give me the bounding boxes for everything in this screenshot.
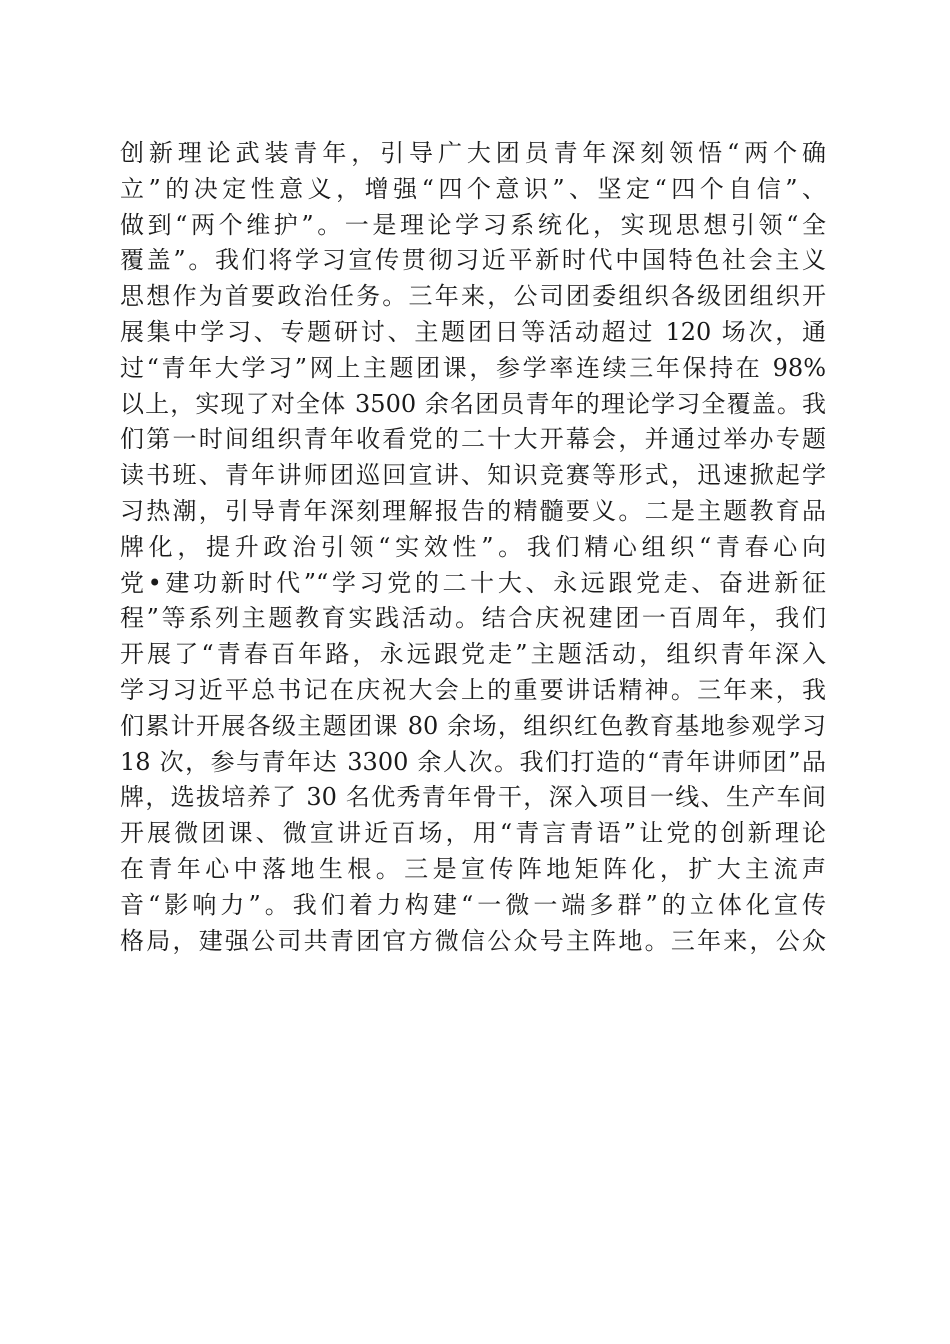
text-line: 思想作为首要政治任务。三年来，公司团委组织各级团组织开: [120, 282, 826, 311]
text-line: 展集中学习、专题研讨、主题团日等活动超过 120 场次，通: [120, 317, 826, 346]
text-line: 学习习近平总书记在庆祝大会上的重要讲话精神。三年来，我: [120, 675, 826, 704]
text-line: 开展微团课、微宣讲近百场，用“青言青语”让党的创新理论: [120, 819, 826, 848]
text-line: 覆盖”。我们将学习宣传贯彻习近平新时代中国特色社会主义: [120, 246, 826, 275]
text-line: 们第一时间组织青年收看党的二十大开幕会，并通过举办专题: [120, 425, 826, 454]
text-line: 创新理论武装青年，引导广大团员青年深刻领悟“两个确: [120, 139, 826, 167]
text-line: 18 次，参与青年达 3300 余人次。我们打造的“青年讲师团”品: [120, 747, 826, 776]
text-line: 音“影响力”。我们着力构建“一微一端多群”的立体化宣传: [120, 890, 826, 919]
body-text: [120, 136, 826, 959]
text-line: 过“青年大学习”网上主题团课，参学率连续三年保持在 98%: [120, 353, 826, 382]
text-line: 习热潮，引导青年深刻理解报告的精髓要义。二是主题教育品: [120, 496, 826, 525]
text-line: 们累计开展各级主题团课 80 余场，组织红色教育基地参观学习: [120, 711, 826, 740]
text-line: 读书班、青年讲师团巡回宣讲、知识竞赛等形式，迅速掀起学: [120, 461, 826, 490]
text-line: 立”的决定性意义，增强“四个意识”、坚定“四个自信”、: [120, 174, 826, 203]
text-line: 程”等系列主题教育实践活动。结合庆祝建团一百周年，我们: [120, 604, 826, 633]
text-line: 牌，选拔培养了 30 名优秀青年骨干，深入项目一线、生产车间: [120, 783, 826, 812]
text-line: 格局，建强公司共青团官方微信公众号主阵地。三年来，公众: [120, 926, 826, 955]
text-line: 在青年心中落地生根。三是宣传阵地矩阵化，扩大主流声: [120, 854, 826, 883]
text-line: 做到“两个维护”。一是理论学习系统化，实现思想引领“全: [120, 210, 826, 239]
text-line: 开展了“青春百年路，永远跟党走”主题活动，组织青年深入: [120, 640, 826, 669]
text-line: 党•建功新时代”“学习党的二十大、永远跟党走、奋进新征: [120, 568, 826, 597]
text-line: 以上，实现了对全体 3500 余名团员青年的理论学习全覆盖。我: [120, 389, 826, 418]
text-line: 牌化，提升政治引领“实效性”。我们精心组织“青春心向: [120, 532, 826, 561]
